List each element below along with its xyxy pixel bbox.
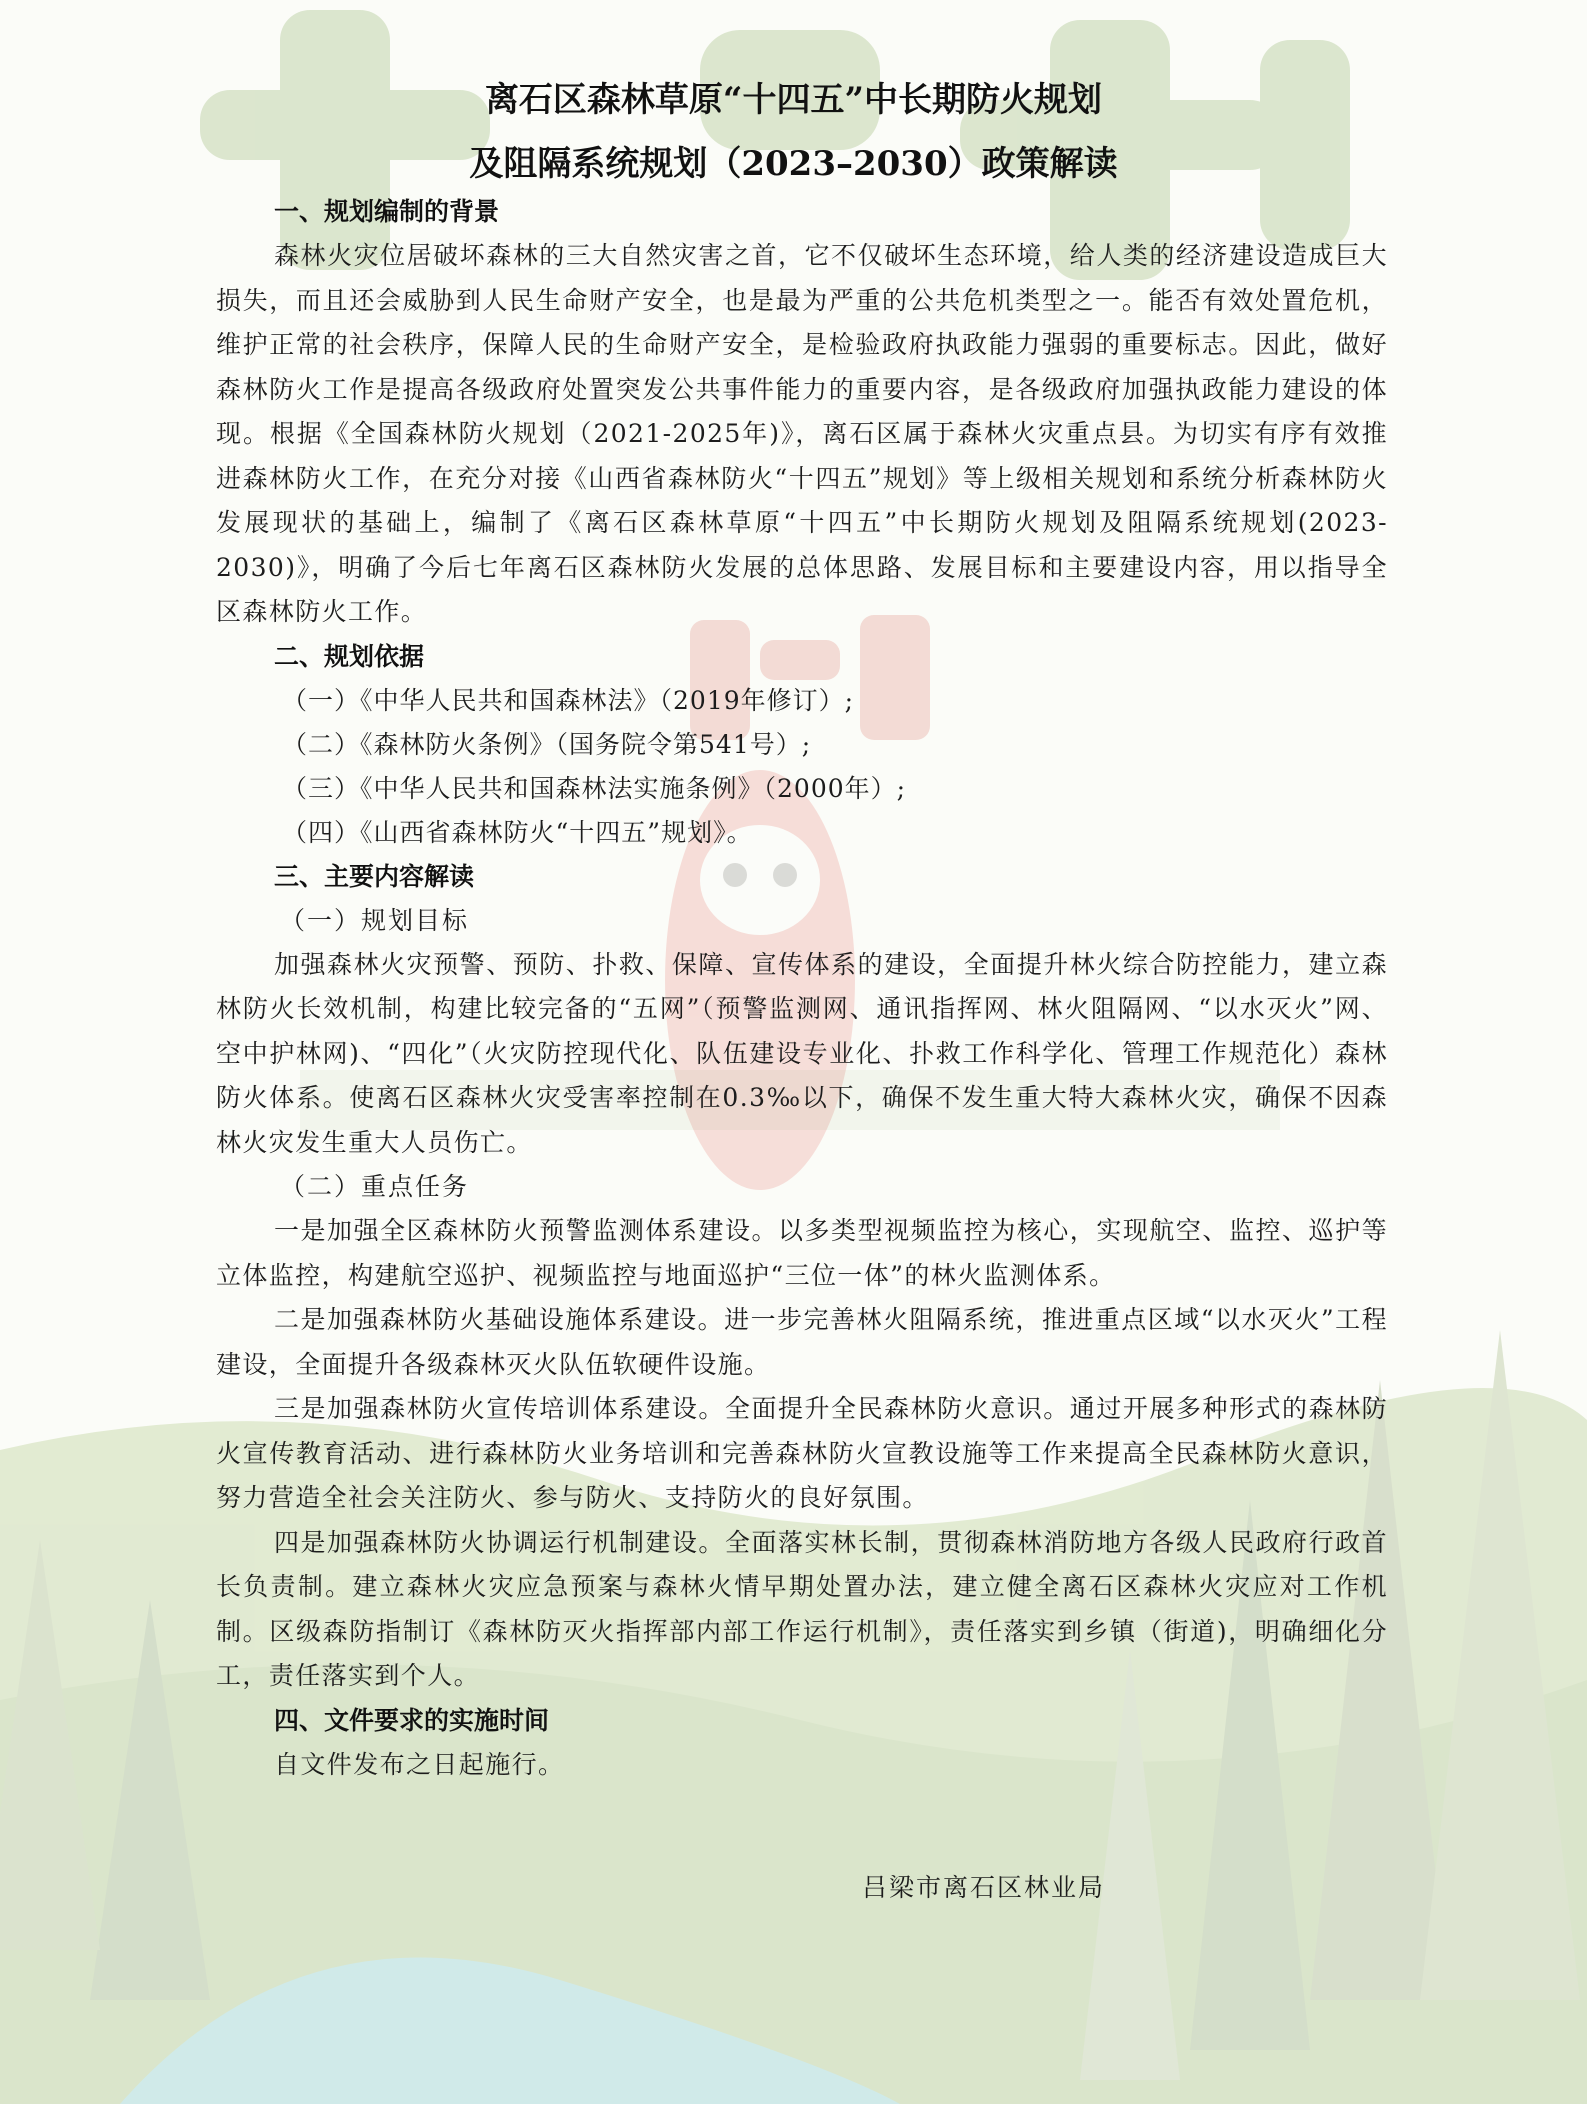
paragraph-goals: 加强森林火灾预警、预防、扑救、保障、宣传体系的建设，全面提升林火综合防控能力，建立森林防火长效机制，构建比较完备的“五网”（预警监测网、通讯指挥网、林火阻隔网、“以水灭火”网、空中护林网)、“四化”（火灾防控现代化、队伍建设专业化、扑救工作科学化、管理工作规范化）森林防火体系。使离石区森林火灾受害率控制在0.3‰以下，确保不发生重大特大森林火灾，确保不因森林火灾发生重大人员伤亡。 [216, 949, 1388, 1157]
paragraph-task-3: 三是加强森林防火宣传培训体系建设。全面提升全民森林防火意识。通过开展多种形式的森林防火宣传教育活动、进行森林防火业务培训和完善森林防火宣教设施等工作来提高全民森林防火意识，努力营造全社会关注防火、参与防火、支持防火的良好氛围。 [216, 1394, 1388, 1512]
section-heading-main-content: 三、主要内容解读 [274, 861, 475, 891]
document-body [216, 190, 1388, 1787]
paragraph-task-1: 一是加强全区森林防火预警监测体系建设。以多类型视频监控为核心，实现航空、监控、巡护等立体监控，构建航空巡护、视频监控与地面巡护“三位一体”的林火监测体系。 [216, 1216, 1388, 1290]
paragraph-effective-date: 自文件发布之日起施行。 [274, 1749, 565, 1779]
subheading-goals: （一）规划目标 [280, 905, 470, 935]
issuer-signature: 吕梁市离石区林业局 [862, 1873, 1106, 1902]
document-title-line2: 及阻隔系统规划（2023–2030）政策解读 [469, 144, 1118, 184]
basis-item: （一）《中华人民共和国森林法》（2019年修订）; [282, 685, 855, 715]
basis-item: （二）《森林防火条例》（国务院令第541号）; [282, 729, 812, 759]
paragraph-task-2: 二是加强森林防火基础设施体系建设。进一步完善林火阻隔系统，推进重点区域“以水灭火”工程建设，全面提升各级森林灭火队伍软硬件设施。 [216, 1305, 1388, 1379]
paragraph-background: 森林火灾位居破坏森林的三大自然灾害之首，它不仅破坏生态环境，给人类的经济建设造成巨大损失，而且还会威胁到人民生命财产安全，也是最为严重的公共危机类型之一。能否有效处置危机，维护正常的社会秩序，保障人民的生命财产安全，是检验政府执政能力强弱的重要标志。因此，做好森林防火工作是提高各级政府处置突发公共事件能力的重要内容，是各级政府加强执政能力建设的体现。根据《全国森林防火规划（2021-2025年)》，离石区属于森林火灾重点县。为切实有序有效推进森林防火工作，在充分对接《山西省森林防火“十四五”规划》等上级相关规划和系统分析森林防火发展现状的基础上，编制了《离石区森林草原“十四五”中长期防火规划及阻隔系统规划(2023-2030)》，明确了今后七年离石区森林防火发展的总体思路、发展目标和主要建设内容，用以指导全区森林防火工作。 [216, 241, 1388, 626]
basis-item: （三）《中华人民共和国森林法实施条例》（2000年）; [282, 773, 907, 803]
section-heading-basis: 二、规划依据 [274, 641, 425, 671]
subheading-key-tasks: （二）重点任务 [280, 1172, 470, 1201]
section-heading-effective-date: 四、文件要求的实施时间 [274, 1705, 550, 1735]
document-title-line1: 离石区森林草原“十四五”中长期防火规划 [484, 80, 1103, 120]
basis-item: （四）《山西省森林防火“十四五”规划》。 [282, 817, 753, 847]
section-heading-background: 一、规划编制的背景 [274, 197, 500, 226]
paragraph-task-4: 四是加强森林防火协调运行机制建设。全面落实林长制，贯彻森林消防地方各级人民政府行政首长负责制。建立森林火灾应急预案与森林火情早期处置办法，建立健全离石区森林火灾应对工作机制。区级森防指制订《森林防灭火指挥部内部工作运行机制》，责任落实到乡镇（街道)，明确细化分工，责任落实到个人。 [216, 1527, 1388, 1690]
